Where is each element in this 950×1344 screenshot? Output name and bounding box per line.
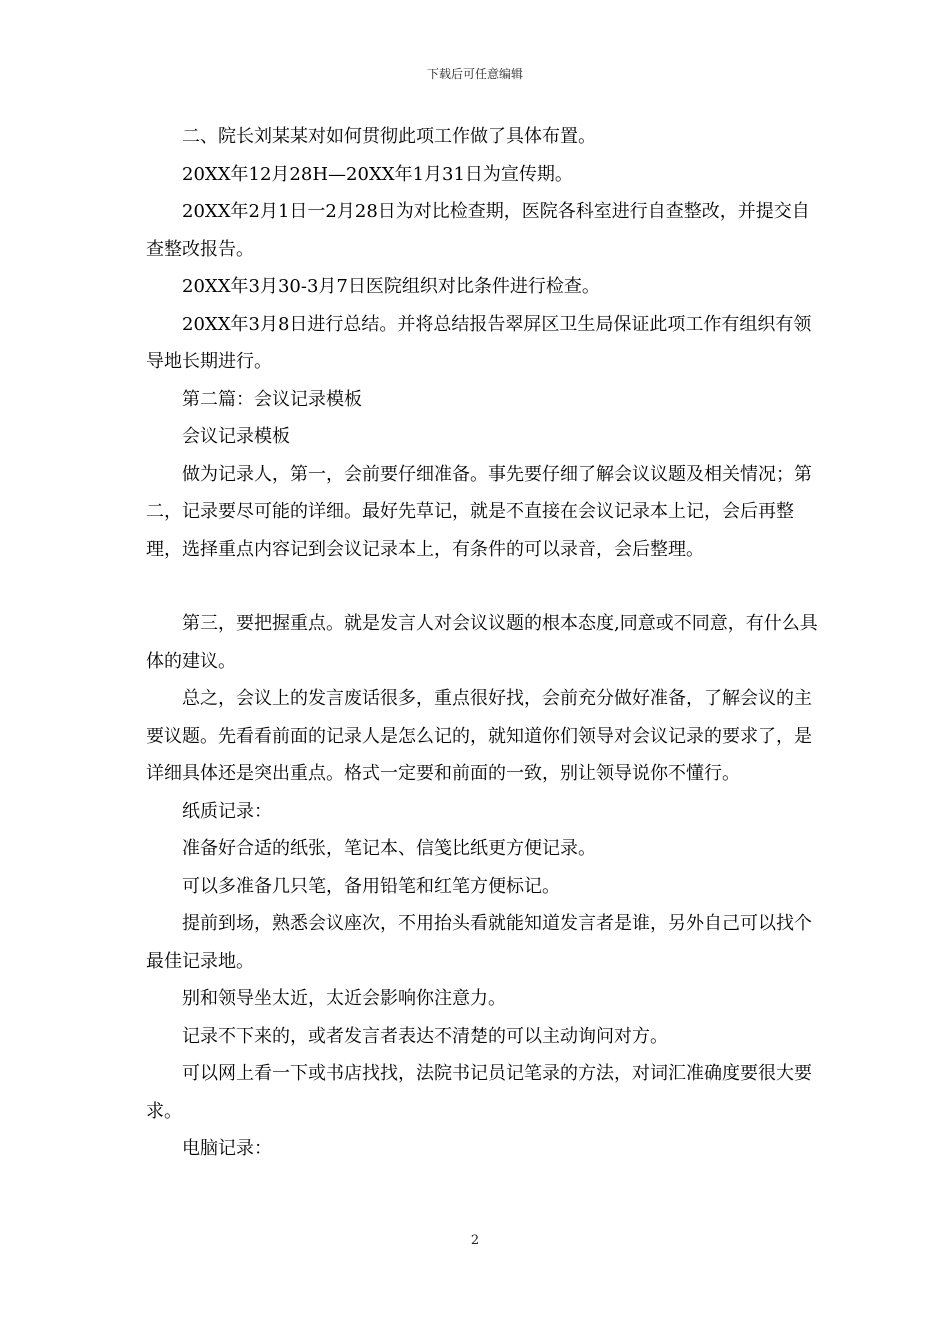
paragraph: 提前到场，熟悉会议座次，不用抬头看就能知道发言者是谁，另外自己可以找个最佳记录地。: [146, 913, 812, 972]
paragraph: 20XX年2月1日一2月28日为对比检查期，医院各科室进行自查整改，并提交自查整改报告。: [146, 201, 810, 260]
header-note: 下载后可任意编辑: [426, 67, 523, 81]
subheading: 电脑记录：: [182, 1138, 272, 1159]
paragraph: 做为记录人，第一，会前要仔细准备。事先要仔细了解会议议题及相关情况；第二，记录要尽可能的详细。最好先草记，就是不直接在会议记录本上记，会后再整理，选择重点内容记到会议记录本上，有条件的可以录音，会后整理。: [146, 463, 812, 560]
paragraph: 20XX年12月28H—20XX年1月31日为宣传期。: [182, 163, 573, 185]
paragraph: 可以网上看一下或书店找找，法院书记员记笔录的方法，对词汇准确度要很大要求。: [146, 1063, 812, 1122]
section-subtitle: 会议记录模板: [182, 426, 290, 447]
paragraph: 准备好合适的纸张，笔记本、信笺比纸更方便记录。: [182, 838, 596, 859]
paragraph: 第三，要把握重点。就是发言人对会议议题的根本态度,同意或不同意，有什么具体的建议。: [146, 613, 818, 672]
section-title: 第二篇：会议记录模板: [182, 388, 362, 410]
page-number: 2: [470, 1233, 480, 1248]
paragraph: 可以多准备几只笔，备用铅笔和红笔方便标记。: [182, 875, 560, 897]
paragraph: 20XX年3月8日进行总结。并将总结报告翠屏区卫生局保证此项工作有组织有领导地长期进行。: [146, 313, 812, 372]
paragraph: 20XX年3月30-3月7日医院组织对比条件进行检查。: [182, 276, 600, 297]
paragraph: 二、院长刘某某对如何贯彻此项工作做了具体布置。: [182, 126, 596, 147]
paragraph: 总之，会议上的发言废话很多，重点很好找，会前充分做好准备，了解会议的主要议题。先看看前面的记录人是怎么记的，就知道你们领导对会议记录的要求了，是详细具体还是突出重点。格式一定要和前面的一致，别让领导说你不懂行。: [146, 688, 812, 784]
subheading: 纸质记录：: [182, 800, 272, 822]
paragraph: 别和领导坐太近，太近会影响你注意力。: [182, 988, 506, 1009]
document-body: [146, 118, 826, 1168]
paragraph: 记录不下来的，或者发言者表达不清楚的可以主动询问对方。: [182, 1025, 668, 1047]
